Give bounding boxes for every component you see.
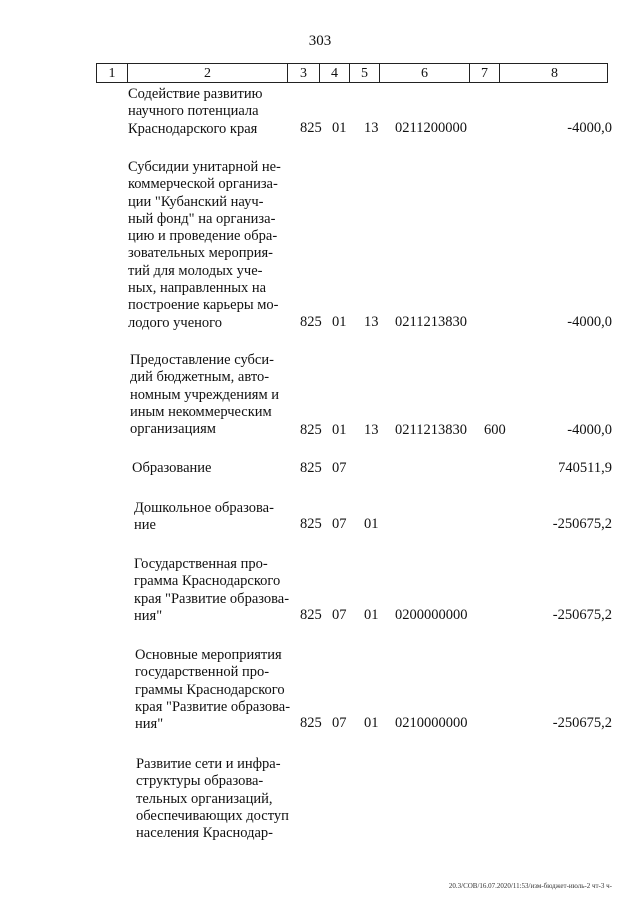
row-name-line: края "Развитие образова- [134, 590, 290, 607]
row-name-line: построение карьеры мо- [128, 297, 279, 314]
cell-c4: 01 [332, 120, 347, 136]
header-col-7: 7 [469, 64, 499, 82]
row-name-line: номным учреждениям и [130, 386, 280, 403]
row-name-line: государственной про- [135, 664, 270, 681]
cell-c6: 0211213830 [395, 422, 467, 438]
row-name-line: Субсидии унитарной не- [128, 159, 281, 175]
cell-c4: 07 [332, 715, 347, 731]
row-name-line: граммы Краснодарского [135, 681, 285, 698]
row-name-line: Краснодарского края [128, 120, 258, 137]
cell-c5: 01 [364, 516, 379, 532]
cell-c3: 825 [300, 120, 322, 136]
row-name-line: лодого ученого [128, 314, 222, 331]
cell-c3: 825 [300, 516, 322, 532]
row-name [136, 756, 297, 842]
row-name-line: зовательных мероприя- [128, 245, 273, 262]
row-name [134, 556, 296, 625]
header-col-4: 4 [319, 64, 349, 82]
row-name-line: грамма Краснодарского [134, 573, 281, 590]
row-name-line: структуры образова- [136, 773, 264, 790]
row-name-line: тий для молодых уче- [128, 262, 263, 279]
cell-c6: 0210000000 [395, 715, 468, 731]
cell-c5: 13 [364, 314, 379, 330]
cell-c5: 01 [364, 715, 379, 731]
cell-c8: -4000,0 [567, 314, 612, 330]
header-col-6: 6 [379, 64, 469, 82]
table-header [96, 63, 608, 83]
header-col-2: 2 [127, 64, 287, 82]
row-name-line: ния" [134, 607, 163, 624]
cell-c4: 07 [332, 607, 347, 623]
cell-c8: 740511,9 [558, 460, 612, 476]
cell-c3: 825 [300, 460, 322, 476]
row-name-line: Дошкольное образова- [134, 500, 274, 516]
row-name-line: тельных организаций, [136, 790, 273, 807]
cell-c8: -250675,2 [552, 715, 612, 731]
row-name-line: ции "Кубанский науч- [128, 193, 264, 210]
header-col-3: 3 [287, 64, 319, 82]
row-name-line: Образование [132, 460, 212, 476]
row-name-line: населения Краснодар- [136, 825, 274, 842]
cell-c4: 07 [332, 460, 347, 476]
cell-c3: 825 [300, 314, 322, 330]
row-name-line: цию и проведение обра- [128, 228, 278, 245]
row-name-line: организациям [130, 421, 216, 438]
row-name [134, 500, 294, 535]
cell-c4: 01 [332, 314, 347, 330]
cell-c3: 825 [300, 422, 322, 438]
header-col-8: 8 [499, 64, 609, 82]
cell-c4: 01 [332, 422, 347, 438]
cell-c3: 825 [300, 607, 322, 623]
row-name-line: иным некоммерческим [130, 403, 272, 420]
cell-c5: 13 [364, 422, 379, 438]
cell-c6: 0211200000 [395, 120, 467, 136]
row-name-line: Развитие сети и инфра- [136, 756, 281, 772]
cell-c7: 600 [484, 422, 506, 438]
cell-c4: 07 [332, 516, 347, 532]
row-name [132, 460, 294, 477]
cell-c8: -4000,0 [567, 120, 612, 136]
header-col-5: 5 [349, 64, 379, 82]
row-name-line: ный фонд" на организа- [128, 210, 276, 227]
cell-c5: 13 [364, 120, 379, 136]
row-name-line: дий бюджетным, авто- [130, 369, 270, 386]
row-name-line: края "Развитие образова- [135, 698, 291, 715]
row-name-line: обеспечивающих доступ [136, 807, 289, 824]
row-name [128, 159, 291, 332]
row-name-line: ние [134, 517, 156, 534]
cell-c3: 825 [300, 715, 322, 731]
cell-c6: 0211213830 [395, 314, 467, 330]
cell-c8: -250675,2 [552, 607, 612, 623]
page-number: 303 [308, 33, 332, 49]
cell-c8: -4000,0 [567, 422, 612, 438]
row-name-line: Государственная про- [134, 556, 268, 572]
row-name [135, 647, 296, 733]
row-name-line: Основные мероприятия [135, 647, 282, 663]
cell-c8: -250675,2 [552, 516, 612, 532]
cell-c6: 0200000000 [395, 607, 468, 623]
row-name-line: Содействие развитию [128, 86, 263, 102]
row-name-line: Предоставление субси- [130, 352, 274, 368]
row-name-line: ния" [135, 716, 164, 733]
row-name-line: ных, направленных на [128, 280, 267, 297]
header-col-1: 1 [108, 66, 116, 81]
row-name-line: научного потенциала [128, 103, 259, 120]
footer-stamp: 20.3/СОВ/16.07.2020/11:53/изм-бюджет-июль-2 чт-3 ч- [448, 882, 612, 890]
row-name-line: коммерческой организа- [128, 176, 278, 193]
row-name [128, 86, 291, 138]
row-name [130, 352, 292, 438]
cell-c5: 01 [364, 607, 379, 623]
